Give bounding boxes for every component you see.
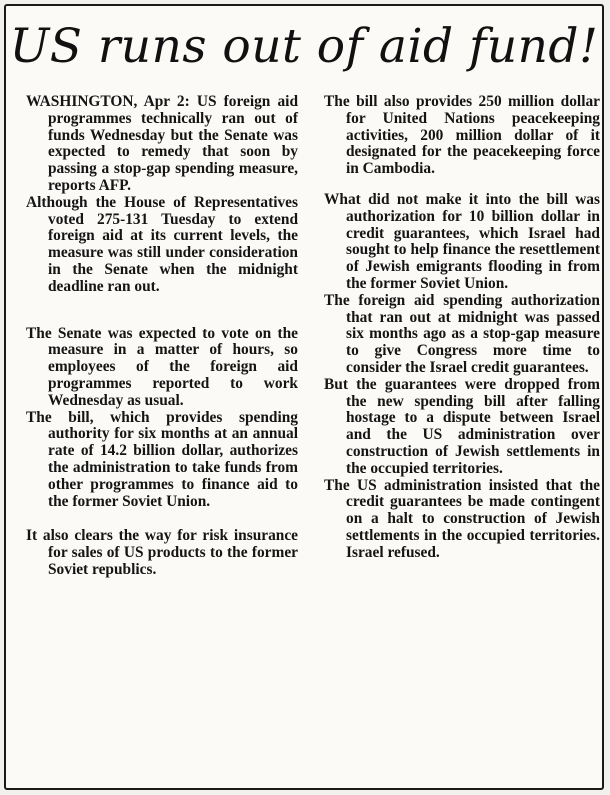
- paragraph: WASHINGTON, Apr 2: US foreign aid programmes technically ran out of funds Wednesday but the Senate was expected to remedy that soon by passing a stop-gap spending measure, reports AFP.: [26, 93, 298, 194]
- paragraph: The US administration insisted that the credit guarantees be made contingent on a halt to construction of Jewish settlements in the occupied territories. Israel refused.: [324, 476, 600, 561]
- left-column: [26, 94, 298, 579]
- news-clipping: [4, 4, 604, 790]
- paragraph: But the guarantees were dropped from the new spending bill after falling hostage to a dispute between Israel and the US administration over construction of Jewish settlements in the occupied territories.: [324, 375, 600, 477]
- right-column: [324, 94, 600, 562]
- paragraph: The Senate was expected to vote on the measure in a matter of hours, so employees of the foreign aid programmes reported to work Wednesday as usual.: [26, 324, 298, 409]
- paragraph: Although the House of Representatives voted 275-131 Tuesday to extend foreign aid at its current levels, the measure was still under consideration in the Senate when the midnight deadline ran out.: [26, 193, 298, 295]
- paragraph: The bill, which provides spending authority for six months at an annual rate of 14.2 billion dollar, authorizes the administration to take funds from other programmes to finance aid to the former Soviet Union.: [26, 408, 298, 510]
- paragraph: It also clears the way for risk insurance for sales of US products to the former Soviet republics.: [26, 527, 298, 578]
- paragraph: The foreign aid spending authorization that ran out at midnight was passed six months ago as a stop-gap measure to give Congress more time to consider the Israel credit guarantees.: [324, 291, 600, 376]
- paragraph: The bill also provides 250 million dollar for United Nations peacekeeping activities, 200 million dollar of it designated for the peacekeeping force in Cambodia.: [324, 93, 600, 178]
- headline: US runs out of aid fund!: [9, 19, 599, 74]
- paragraph: What did not make it into the bill was authorization for 10 billion dollar in credit guarantees, which Israel had sought to help finance the resettlement of Jewish emigrants flooding in from the former Soviet Union.: [324, 190, 600, 292]
